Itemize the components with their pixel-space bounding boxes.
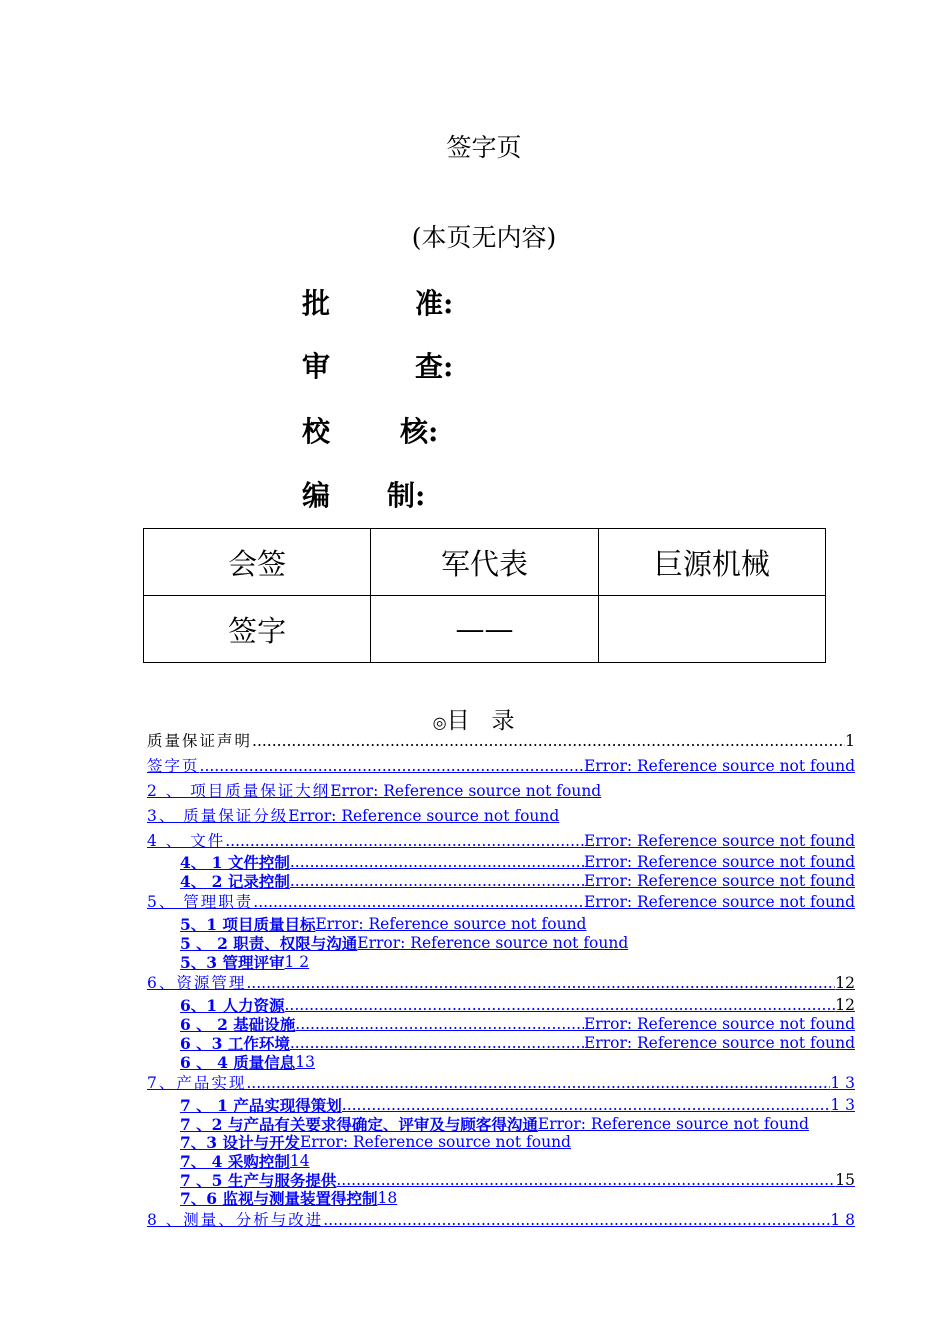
toc-entry-label: 7、产品实现 <box>147 1074 247 1092</box>
toc-entry-page: Error: Reference source not found <box>583 757 855 775</box>
toc-entry-page: Error: Reference source not found <box>330 782 602 800</box>
toc-entry-label: 质量保证声明 <box>147 732 253 750</box>
toc-entry[interactable] <box>180 996 855 1015</box>
toc-heading-text: 目 录 <box>446 708 515 734</box>
toc-entry-page: 12 <box>835 974 855 992</box>
toc-entry[interactable] <box>147 832 855 851</box>
toc-heading <box>418 676 515 735</box>
toc-entry[interactable] <box>180 1015 855 1034</box>
toc-leader <box>290 853 584 872</box>
toc-entry-label: 7、3 设计与开发 <box>180 1133 300 1152</box>
signature-row <box>144 596 826 663</box>
page-subtitle: (本页无内容) <box>411 223 557 252</box>
toc-anchor-icon: ◎ <box>432 713 447 732</box>
toc-entry-label: 6 、3 工作环境 <box>180 1034 290 1053</box>
check-colon-label: 核: <box>400 415 439 448</box>
toc-leader <box>200 757 584 776</box>
toc-leader <box>253 893 584 912</box>
toc-entry-page: 1 3 <box>830 1096 855 1114</box>
signature-label-cell: 签字 <box>144 596 371 663</box>
toc-entry[interactable] <box>147 1074 855 1093</box>
toc-entry-label: 7、 4 采购控制 <box>180 1152 290 1171</box>
toc-entry-page: 15 <box>835 1171 855 1189</box>
countersign-header-row <box>144 529 826 596</box>
toc-leader <box>246 1074 830 1093</box>
toc-leader <box>323 1211 830 1230</box>
toc-leader <box>290 872 584 891</box>
toc-entry-label: 4、 1 文件控制 <box>180 853 290 872</box>
toc-entry-label: 7 、5 生产与服务提供 <box>180 1171 337 1190</box>
compile-colon-label: 制: <box>387 479 426 512</box>
toc-entry-label: 5、1 项目质量目标 <box>180 915 316 934</box>
toc-entry-label: 4、 2 记录控制 <box>180 872 290 891</box>
toc-entry[interactable] <box>180 934 628 953</box>
military-rep-cell: 军代表 <box>371 529 598 596</box>
toc-entry-page: Error: Reference source not found <box>583 853 855 871</box>
toc-entry-label: 8 、测量、分析与改进 <box>147 1211 324 1229</box>
company-cell: 巨源机械 <box>598 529 825 596</box>
page-title: 签字页 <box>446 133 522 162</box>
toc-entry-label: 6、资源管理 <box>147 974 247 992</box>
toc-entry-label: 7 、2 与产品有关要求得确定、评审及与顾客得沟通 <box>180 1115 538 1134</box>
toc-entry-label: 7、6 监视与测量装置得控制 <box>180 1189 378 1208</box>
toc-entry-label: 3、 质量保证分级 <box>147 807 289 825</box>
toc-entry[interactable] <box>180 1171 855 1190</box>
military-rep-signature-cell: —— <box>371 596 598 663</box>
toc-entry-page: 18 <box>377 1189 398 1207</box>
toc-leader <box>246 974 835 993</box>
toc-leader <box>284 996 835 1015</box>
toc-entry-label: 5、 管理职责 <box>147 893 254 911</box>
toc-entry[interactable] <box>147 732 855 751</box>
toc-entry-label: 5 、 2 职责、权限与沟通 <box>180 934 358 953</box>
toc-entry-label: 6 、 4 质量信息 <box>180 1053 296 1072</box>
toc-entry-label: 签字页 <box>147 757 200 775</box>
compile-label: 编 <box>302 479 331 512</box>
toc-entry-page: Error: Reference source not found <box>583 1015 855 1033</box>
toc-entry-page: Error: Reference source not found <box>537 1115 809 1133</box>
toc-entry[interactable] <box>180 872 855 891</box>
toc-entry[interactable] <box>147 1211 855 1230</box>
toc-entry[interactable] <box>147 893 855 912</box>
toc-entry-page: 12 <box>835 996 855 1014</box>
toc-entry[interactable] <box>180 1034 855 1053</box>
toc-entry-label: 4 、 文件 <box>147 832 226 850</box>
toc-entry-page: Error: Reference source not found <box>583 1034 855 1052</box>
toc-entry[interactable] <box>147 782 601 801</box>
toc-entry-page: Error: Reference source not found <box>583 832 855 850</box>
toc-entry-page: Error: Reference source not found <box>288 807 560 825</box>
toc-entry-page: 1 2 <box>284 953 310 971</box>
toc-entry[interactable] <box>180 1053 315 1072</box>
toc-leader <box>295 1015 584 1034</box>
toc-entry-page: 1 8 <box>830 1211 855 1229</box>
toc-entry-label: 2 、 项目质量保证大纲 <box>147 782 331 800</box>
toc-leader <box>342 1096 831 1115</box>
toc-entry-page: Error: Reference source not found <box>315 915 587 933</box>
toc-entry[interactable] <box>180 1096 855 1115</box>
toc-entry-label: 5、3 管理评审 <box>180 953 285 972</box>
company-signature-cell <box>598 596 825 663</box>
toc-leader <box>225 832 584 851</box>
toc-entry[interactable] <box>147 757 855 776</box>
toc-entry-page: 1 <box>845 732 855 750</box>
toc-leader <box>290 1034 584 1053</box>
toc-entry[interactable] <box>180 953 309 972</box>
toc-list <box>147 732 855 1232</box>
toc-entry[interactable] <box>180 1152 310 1171</box>
toc-entry-page: 1 3 <box>830 1074 855 1092</box>
review-colon-label: 查: <box>415 350 454 383</box>
toc-entry-page: 14 <box>289 1152 310 1170</box>
toc-entry-page: Error: Reference source not found <box>357 934 629 952</box>
toc-entry[interactable] <box>180 915 586 934</box>
toc-entry[interactable] <box>180 1115 809 1134</box>
check-label: 校 <box>302 415 331 448</box>
toc-entry-label: 6 、 2 基础设施 <box>180 1015 296 1034</box>
countersign-cell: 会签 <box>144 529 371 596</box>
toc-entry[interactable] <box>180 853 855 872</box>
countersign-table <box>143 528 826 663</box>
toc-entry-label: 7 、 1 产品实现得策划 <box>180 1096 342 1115</box>
toc-entry[interactable] <box>147 807 559 826</box>
toc-entry-page: Error: Reference source not found <box>583 893 855 911</box>
review-label: 审 <box>302 350 331 383</box>
toc-entry[interactable] <box>180 1133 571 1152</box>
toc-entry-page: Error: Reference source not found <box>583 872 855 890</box>
toc-entry-page: 13 <box>295 1053 315 1071</box>
toc-entry[interactable] <box>147 974 855 993</box>
toc-entry[interactable] <box>180 1189 397 1208</box>
approve-label: 批 <box>302 287 331 320</box>
toc-entry-page: Error: Reference source not found <box>299 1133 571 1151</box>
toc-leader <box>252 732 845 751</box>
toc-leader <box>336 1171 835 1190</box>
approve-colon-label: 准: <box>415 287 454 320</box>
toc-entry-label: 6、1 人力资源 <box>180 996 285 1015</box>
